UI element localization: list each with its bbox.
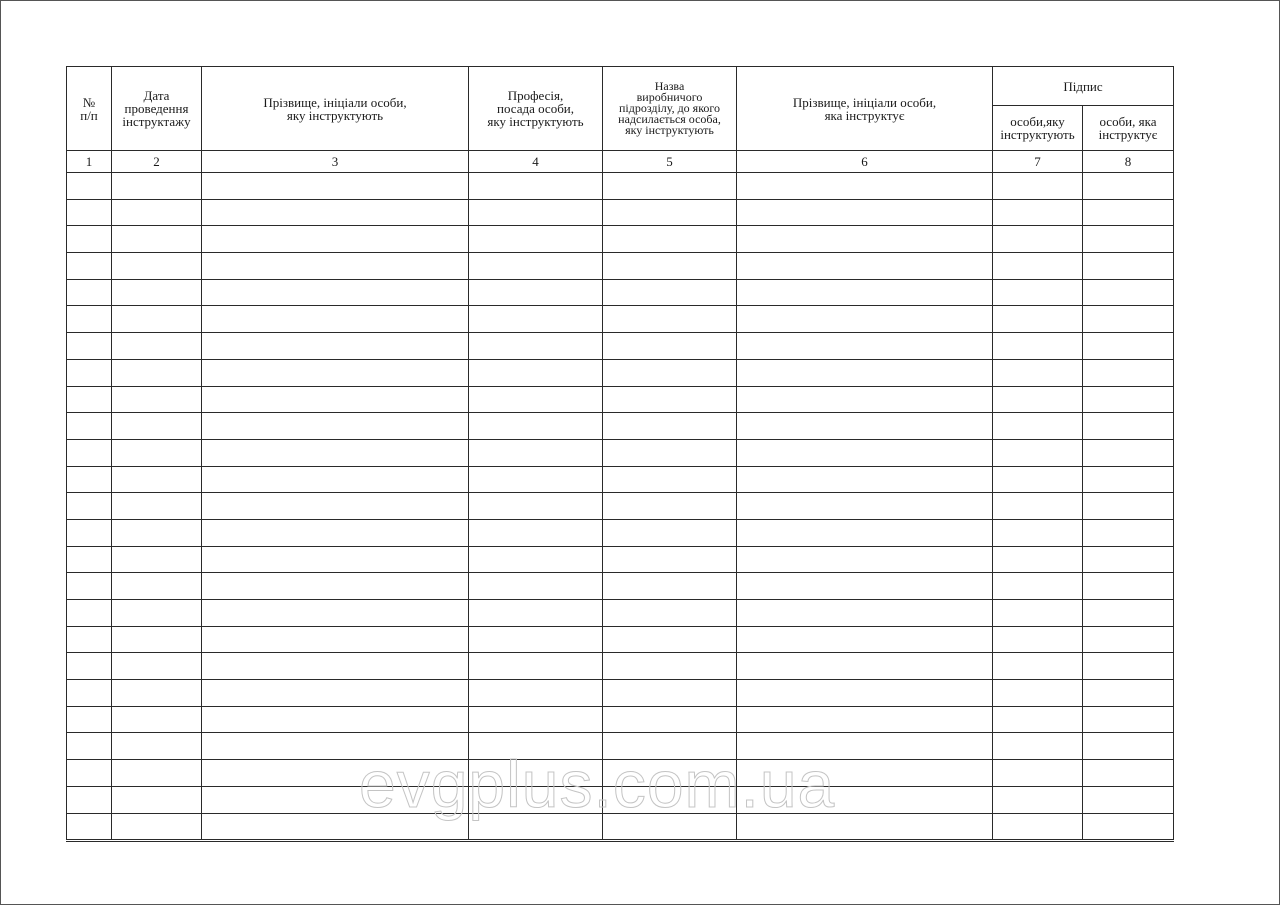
table-cell[interactable] bbox=[469, 813, 603, 841]
table-cell[interactable] bbox=[112, 466, 202, 493]
table-cell[interactable] bbox=[737, 813, 993, 841]
table-cell[interactable] bbox=[737, 359, 993, 386]
table-row bbox=[67, 680, 1174, 707]
table-cell[interactable] bbox=[112, 226, 202, 253]
table-cell[interactable] bbox=[993, 706, 1083, 733]
table-cell[interactable] bbox=[469, 600, 603, 627]
table-cell[interactable] bbox=[603, 786, 737, 813]
table-cell[interactable] bbox=[737, 493, 993, 520]
table-cell[interactable] bbox=[1083, 413, 1174, 440]
table-row bbox=[67, 279, 1174, 306]
table-cell[interactable] bbox=[67, 813, 112, 841]
table-cell[interactable] bbox=[993, 333, 1083, 360]
header-date: Дата проведення інструктажу bbox=[112, 67, 202, 151]
table-cell[interactable] bbox=[737, 199, 993, 226]
table-cell[interactable] bbox=[469, 519, 603, 546]
table-cell[interactable] bbox=[112, 786, 202, 813]
table-cell[interactable] bbox=[1083, 546, 1174, 573]
table-cell[interactable] bbox=[1083, 439, 1174, 466]
table-cell[interactable] bbox=[469, 706, 603, 733]
table-cell[interactable] bbox=[993, 279, 1083, 306]
table-cell[interactable] bbox=[737, 706, 993, 733]
table-cell[interactable] bbox=[603, 519, 737, 546]
table-cell[interactable] bbox=[202, 760, 469, 787]
table-cell[interactable] bbox=[993, 226, 1083, 253]
table-cell[interactable] bbox=[112, 359, 202, 386]
table-cell[interactable] bbox=[67, 786, 112, 813]
column-number: 1 bbox=[67, 151, 112, 173]
table-cell[interactable] bbox=[603, 600, 737, 627]
table-cell[interactable] bbox=[603, 359, 737, 386]
table-cell[interactable] bbox=[603, 680, 737, 707]
table-cell[interactable] bbox=[1083, 813, 1174, 841]
table-cell[interactable] bbox=[737, 306, 993, 333]
table-cell[interactable] bbox=[112, 760, 202, 787]
table-cell[interactable] bbox=[1083, 386, 1174, 413]
table-cell[interactable] bbox=[603, 439, 737, 466]
table-cell[interactable] bbox=[67, 519, 112, 546]
table-cell[interactable] bbox=[1083, 653, 1174, 680]
table-cell[interactable] bbox=[1083, 253, 1174, 280]
table-cell[interactable] bbox=[1083, 306, 1174, 333]
table-cell[interactable] bbox=[993, 626, 1083, 653]
table-cell[interactable] bbox=[112, 439, 202, 466]
table-cell[interactable] bbox=[603, 706, 737, 733]
table-cell[interactable] bbox=[603, 386, 737, 413]
table-row bbox=[67, 306, 1174, 333]
table-cell[interactable] bbox=[67, 279, 112, 306]
header-instructor-name: Прізвище, ініціали особи, яка інструктує bbox=[737, 67, 993, 151]
table-cell[interactable] bbox=[202, 173, 469, 200]
table-cell[interactable] bbox=[112, 600, 202, 627]
table-cell[interactable] bbox=[202, 546, 469, 573]
table-cell[interactable] bbox=[202, 519, 469, 546]
table-cell[interactable] bbox=[112, 386, 202, 413]
table-cell[interactable] bbox=[469, 359, 603, 386]
table-cell[interactable] bbox=[67, 706, 112, 733]
table-cell[interactable] bbox=[202, 706, 469, 733]
table-row bbox=[67, 439, 1174, 466]
table-row bbox=[67, 600, 1174, 627]
table-row bbox=[67, 386, 1174, 413]
table-row bbox=[67, 573, 1174, 600]
table-cell[interactable] bbox=[202, 359, 469, 386]
table-cell[interactable] bbox=[112, 813, 202, 841]
table-cell[interactable] bbox=[67, 573, 112, 600]
table-cell[interactable] bbox=[1083, 519, 1174, 546]
table-cell[interactable] bbox=[1083, 199, 1174, 226]
table-cell[interactable] bbox=[202, 786, 469, 813]
header-signature-trainee: особи,яку інструктують bbox=[993, 106, 1083, 151]
table-cell[interactable] bbox=[737, 786, 993, 813]
header-signature: Підпис bbox=[993, 67, 1174, 106]
table-cell[interactable] bbox=[202, 413, 469, 440]
table-cell[interactable] bbox=[469, 653, 603, 680]
table-cell[interactable] bbox=[112, 199, 202, 226]
column-number: 7 bbox=[993, 151, 1083, 173]
table-cell[interactable] bbox=[469, 279, 603, 306]
table-cell[interactable] bbox=[737, 466, 993, 493]
table-cell[interactable] bbox=[993, 600, 1083, 627]
table-cell[interactable] bbox=[67, 359, 112, 386]
table-cell[interactable] bbox=[469, 439, 603, 466]
table-cell[interactable] bbox=[112, 493, 202, 520]
table-cell[interactable] bbox=[993, 173, 1083, 200]
table-cell[interactable] bbox=[993, 199, 1083, 226]
table-cell[interactable] bbox=[469, 173, 603, 200]
table-cell[interactable] bbox=[67, 226, 112, 253]
table-cell[interactable] bbox=[993, 439, 1083, 466]
table-cell[interactable] bbox=[112, 680, 202, 707]
table-cell[interactable] bbox=[737, 600, 993, 627]
table-cell[interactable] bbox=[993, 573, 1083, 600]
table-cell[interactable] bbox=[993, 786, 1083, 813]
table-cell[interactable] bbox=[1083, 573, 1174, 600]
table-cell[interactable] bbox=[112, 653, 202, 680]
table-cell[interactable] bbox=[112, 573, 202, 600]
table-cell[interactable] bbox=[603, 199, 737, 226]
table-cell[interactable] bbox=[1083, 226, 1174, 253]
table-cell[interactable] bbox=[993, 466, 1083, 493]
table-cell[interactable] bbox=[993, 306, 1083, 333]
table-cell[interactable] bbox=[1083, 359, 1174, 386]
table-cell[interactable] bbox=[603, 333, 737, 360]
table-cell[interactable] bbox=[202, 733, 469, 760]
table-cell[interactable] bbox=[603, 173, 737, 200]
table-cell[interactable] bbox=[67, 333, 112, 360]
table-cell[interactable] bbox=[469, 199, 603, 226]
table-cell[interactable] bbox=[202, 813, 469, 841]
table-row bbox=[67, 813, 1174, 841]
table-cell[interactable] bbox=[737, 253, 993, 280]
table-cell[interactable] bbox=[603, 253, 737, 280]
table-row bbox=[67, 359, 1174, 386]
table-cell[interactable] bbox=[737, 226, 993, 253]
table-cell[interactable] bbox=[469, 573, 603, 600]
table-row bbox=[67, 413, 1174, 440]
table-row bbox=[67, 626, 1174, 653]
column-number: 8 bbox=[1083, 151, 1174, 173]
table-cell[interactable] bbox=[469, 466, 603, 493]
column-number: 4 bbox=[469, 151, 603, 173]
table-cell[interactable] bbox=[469, 493, 603, 520]
table-cell[interactable] bbox=[112, 333, 202, 360]
column-number: 6 bbox=[737, 151, 993, 173]
table-cell[interactable] bbox=[737, 439, 993, 466]
table-cell[interactable] bbox=[112, 733, 202, 760]
table-cell[interactable] bbox=[737, 733, 993, 760]
column-numbers-row bbox=[67, 151, 1174, 173]
table-cell[interactable] bbox=[737, 413, 993, 440]
table-cell[interactable] bbox=[67, 626, 112, 653]
table-cell[interactable] bbox=[1083, 760, 1174, 787]
table-cell[interactable] bbox=[603, 733, 737, 760]
table-cell[interactable] bbox=[202, 493, 469, 520]
table-cell[interactable] bbox=[67, 653, 112, 680]
table-cell[interactable] bbox=[993, 253, 1083, 280]
table-cell[interactable] bbox=[202, 439, 469, 466]
watermark: evgplus.com.ua bbox=[359, 747, 836, 821]
table-cell[interactable] bbox=[112, 519, 202, 546]
table-cell[interactable] bbox=[737, 386, 993, 413]
table-cell[interactable] bbox=[1083, 333, 1174, 360]
table-cell[interactable] bbox=[67, 733, 112, 760]
table-cell[interactable] bbox=[993, 653, 1083, 680]
table-cell[interactable] bbox=[469, 760, 603, 787]
header-department: Назва виробничого підрозділу, до якого надсилається особа, яку інструктують bbox=[603, 67, 737, 151]
table-cell[interactable] bbox=[67, 493, 112, 520]
table-cell[interactable] bbox=[67, 439, 112, 466]
table-cell[interactable] bbox=[1083, 706, 1174, 733]
table-cell[interactable] bbox=[469, 306, 603, 333]
table-cell[interactable] bbox=[469, 226, 603, 253]
table-cell[interactable] bbox=[603, 760, 737, 787]
table-cell[interactable] bbox=[993, 359, 1083, 386]
table-cell[interactable] bbox=[603, 306, 737, 333]
table-cell[interactable] bbox=[603, 546, 737, 573]
table-cell[interactable] bbox=[202, 653, 469, 680]
table-cell[interactable] bbox=[112, 706, 202, 733]
table-cell[interactable] bbox=[737, 573, 993, 600]
header-profession: Професія, посада особи, яку інструктують bbox=[469, 67, 603, 151]
table-row bbox=[67, 199, 1174, 226]
table-cell[interactable] bbox=[112, 253, 202, 280]
table-cell[interactable] bbox=[603, 653, 737, 680]
table-cell[interactable] bbox=[993, 493, 1083, 520]
table-cell[interactable] bbox=[737, 626, 993, 653]
table-row bbox=[67, 466, 1174, 493]
table-row bbox=[67, 786, 1174, 813]
header-signature-instructor: особи, яка інструктує bbox=[1083, 106, 1174, 151]
table-cell[interactable] bbox=[1083, 493, 1174, 520]
table-cell[interactable] bbox=[737, 519, 993, 546]
table-cell[interactable] bbox=[67, 386, 112, 413]
table-cell[interactable] bbox=[603, 813, 737, 841]
table-cell[interactable] bbox=[202, 226, 469, 253]
table-cell[interactable] bbox=[603, 626, 737, 653]
table-row bbox=[67, 253, 1174, 280]
table-cell[interactable] bbox=[737, 546, 993, 573]
table-cell[interactable] bbox=[202, 386, 469, 413]
table-cell[interactable] bbox=[1083, 173, 1174, 200]
table-cell[interactable] bbox=[993, 413, 1083, 440]
table-cell[interactable] bbox=[202, 279, 469, 306]
table-cell[interactable] bbox=[469, 386, 603, 413]
table-cell[interactable] bbox=[603, 279, 737, 306]
table-cell[interactable] bbox=[112, 279, 202, 306]
table-cell[interactable] bbox=[202, 573, 469, 600]
table-cell[interactable] bbox=[202, 626, 469, 653]
table-cell[interactable] bbox=[67, 306, 112, 333]
table-cell[interactable] bbox=[67, 173, 112, 200]
table-row bbox=[67, 653, 1174, 680]
table-cell[interactable] bbox=[202, 253, 469, 280]
table-cell[interactable] bbox=[469, 546, 603, 573]
table-cell[interactable] bbox=[737, 279, 993, 306]
table-cell[interactable] bbox=[1083, 466, 1174, 493]
table-cell[interactable] bbox=[737, 680, 993, 707]
table-cell[interactable] bbox=[737, 653, 993, 680]
table-cell[interactable] bbox=[469, 626, 603, 653]
table-cell[interactable] bbox=[112, 626, 202, 653]
table-cell[interactable] bbox=[112, 306, 202, 333]
table-cell[interactable] bbox=[112, 546, 202, 573]
header-trainee-name: Прізвище, ініціали особи, яку інструктують bbox=[202, 67, 469, 151]
table-cell[interactable] bbox=[67, 600, 112, 627]
table-cell[interactable] bbox=[1083, 680, 1174, 707]
table-cell[interactable] bbox=[469, 333, 603, 360]
table-cell[interactable] bbox=[202, 333, 469, 360]
table-cell[interactable] bbox=[737, 333, 993, 360]
table-cell[interactable] bbox=[737, 173, 993, 200]
table-cell[interactable] bbox=[993, 519, 1083, 546]
table-cell[interactable] bbox=[202, 600, 469, 627]
table-row bbox=[67, 173, 1174, 200]
table-cell[interactable] bbox=[469, 680, 603, 707]
instruction-journal-table bbox=[66, 66, 1174, 842]
table-cell[interactable] bbox=[993, 386, 1083, 413]
table-cell[interactable] bbox=[67, 413, 112, 440]
table-cell[interactable] bbox=[1083, 626, 1174, 653]
table-cell[interactable] bbox=[603, 226, 737, 253]
header-number: № п/п bbox=[67, 67, 112, 151]
table-cell[interactable] bbox=[993, 733, 1083, 760]
table-cell[interactable] bbox=[67, 546, 112, 573]
table-row bbox=[67, 733, 1174, 760]
table-cell[interactable] bbox=[1083, 733, 1174, 760]
table-cell[interactable] bbox=[67, 680, 112, 707]
column-number: 2 bbox=[112, 151, 202, 173]
table-row bbox=[67, 519, 1174, 546]
table-cell[interactable] bbox=[67, 199, 112, 226]
table-cell[interactable] bbox=[67, 253, 112, 280]
table-cell[interactable] bbox=[993, 813, 1083, 841]
column-number: 3 bbox=[202, 151, 469, 173]
journal-body bbox=[67, 173, 1174, 841]
table-row bbox=[67, 493, 1174, 520]
table-cell[interactable] bbox=[603, 466, 737, 493]
table-cell[interactable] bbox=[469, 733, 603, 760]
table-cell[interactable] bbox=[603, 573, 737, 600]
table-cell[interactable] bbox=[202, 306, 469, 333]
table-cell[interactable] bbox=[469, 253, 603, 280]
table-cell[interactable] bbox=[993, 680, 1083, 707]
table-cell[interactable] bbox=[67, 760, 112, 787]
table-cell[interactable] bbox=[1083, 279, 1174, 306]
table-cell[interactable] bbox=[67, 466, 112, 493]
table-row bbox=[67, 706, 1174, 733]
table-row bbox=[67, 546, 1174, 573]
table-cell[interactable] bbox=[603, 493, 737, 520]
table-cell[interactable] bbox=[603, 413, 737, 440]
table-cell[interactable] bbox=[469, 786, 603, 813]
table-row bbox=[67, 760, 1174, 787]
table-cell[interactable] bbox=[993, 760, 1083, 787]
table-row bbox=[67, 226, 1174, 253]
table-cell[interactable] bbox=[469, 413, 603, 440]
table-cell[interactable] bbox=[737, 760, 993, 787]
table-cell[interactable] bbox=[202, 466, 469, 493]
table-cell[interactable] bbox=[1083, 786, 1174, 813]
table-cell[interactable] bbox=[202, 680, 469, 707]
column-number: 5 bbox=[603, 151, 737, 173]
table-cell[interactable] bbox=[993, 546, 1083, 573]
table-cell[interactable] bbox=[1083, 600, 1174, 627]
table-row bbox=[67, 333, 1174, 360]
table-cell[interactable] bbox=[202, 199, 469, 226]
table-cell[interactable] bbox=[112, 173, 202, 200]
table-cell[interactable] bbox=[112, 413, 202, 440]
